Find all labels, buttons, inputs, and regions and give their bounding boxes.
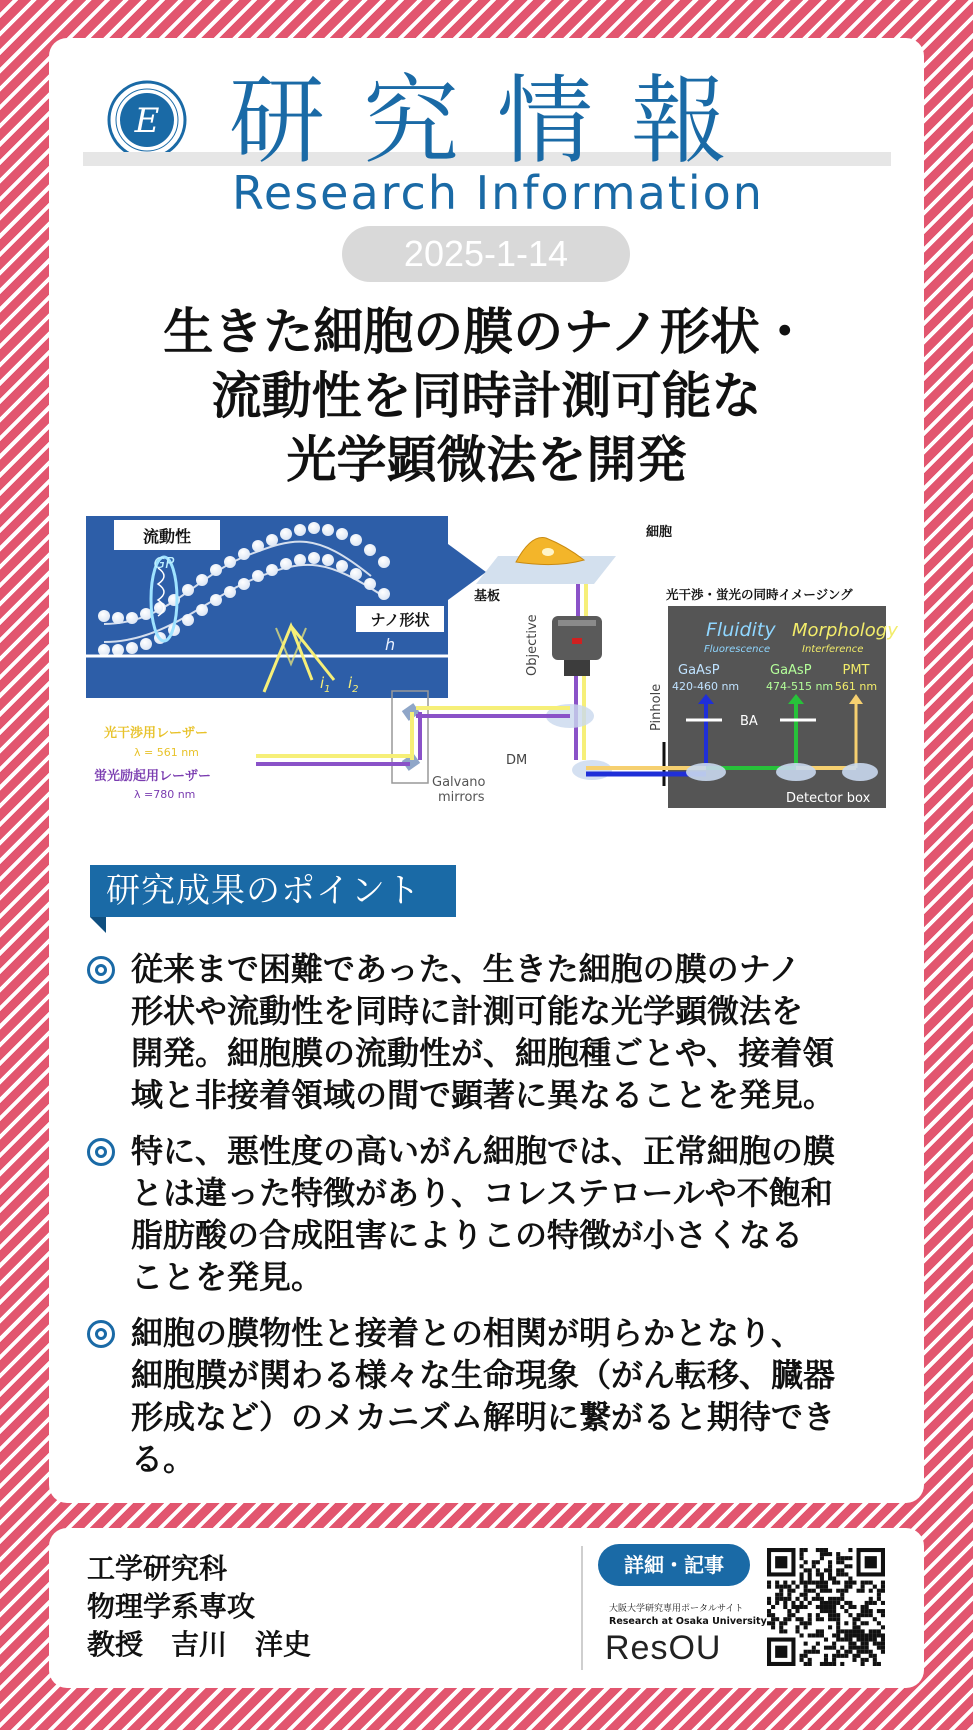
title-english: Research Information [232, 166, 764, 220]
label-laser-fluorescence: 蛍光励起用レーザー [94, 769, 212, 784]
headline [69, 300, 904, 492]
label-morphology: Morphology [792, 620, 898, 641]
label-nano: ナノ形状 [370, 611, 430, 629]
label-mirrors: mirrors [438, 790, 485, 805]
content-card [49, 38, 924, 1503]
points-list [87, 948, 907, 1494]
point-line: 特に、悪性度の高いがん細胞では、正常細胞の膜 [131, 1132, 836, 1170]
point-text [131, 948, 907, 1116]
headline-line: 光学顕微法を開発 [286, 431, 687, 489]
label-interference: Interference [802, 644, 864, 655]
label-ba: BA [740, 714, 758, 729]
point-item [87, 1312, 907, 1480]
detector-2-name: GaAsP [770, 663, 812, 678]
label-objective: Objective [525, 614, 540, 676]
affiliation-line: 教授 吉川 洋史 [87, 1628, 312, 1661]
label-laser-interference-wl: λ = 561 nm [134, 746, 199, 759]
footer-card [49, 1528, 924, 1688]
points-header: 研究成果のポイント [90, 865, 456, 917]
label-fluidity-en: Fluidity [706, 619, 776, 641]
title-japanese: 研究情報 [229, 65, 765, 177]
label-pinhole: Pinhole [649, 683, 664, 731]
label-gp: GP [153, 554, 175, 572]
label-fluorescence: Fluorescence [704, 644, 771, 655]
detector-2-range: 474-515 nm [766, 680, 834, 693]
point-line: とは違った特徴があり、コレステロールや不飽和 [131, 1174, 833, 1212]
affiliation-line: 物理学系専攻 [87, 1590, 256, 1623]
point-line: 開発。細胞膜の流動性が、細胞種ごとや、接着領 [131, 1034, 835, 1072]
points-header-tail [90, 917, 106, 933]
label-simultaneous: 光干渉・蛍光の同時イメージング [666, 587, 853, 602]
microscope-figure [86, 516, 898, 811]
point-line: 形状や流動性を同時に計測可能な光学顕微法を [131, 992, 804, 1030]
point-line: 細胞の膜物性と接着との相関が明らかとなり、 [131, 1314, 804, 1352]
label-laser-fluorescence-wl: λ =780 nm [134, 788, 196, 801]
point-line: 細胞膜が関わる様々な生命現象（がん転移、臓器 [131, 1356, 836, 1394]
point-line: ことを発見。 [131, 1258, 324, 1296]
point-text [131, 1312, 907, 1480]
headline-line: 生きた細胞の膜のナノ形状・ [163, 303, 810, 361]
label-dm: DM [506, 753, 528, 768]
point-line: 形成など）のメカニズム解明に繋がると期待でき [131, 1398, 836, 1436]
detector-1-name: GaAsP [678, 663, 720, 678]
affiliation [87, 1550, 311, 1664]
details-article-button[interactable]: 詳細・記事 [598, 1544, 750, 1586]
double-circle-bullet-icon [87, 956, 115, 984]
portal-description: 大阪大学研究専用ポータルサイト [609, 1604, 744, 1614]
label-h: h [385, 635, 396, 654]
affiliation-line: 工学研究科 [87, 1552, 228, 1585]
point-line: 域と非接着領域の間で顕著に異なることを発見。 [131, 1076, 836, 1114]
point-item [87, 948, 907, 1116]
point-item [87, 1130, 907, 1298]
headline-line: 流動性を同時計測可能な [211, 367, 762, 425]
point-line: 脂肪酸の合成阻害によりこの特徴が小さくなる [131, 1216, 804, 1254]
detector-1-range: 420-460 nm [672, 680, 740, 693]
label-fluidity: 流動性 [142, 527, 192, 546]
svg-text:E: E [134, 101, 160, 141]
label-galvano: Galvano [432, 775, 486, 790]
point-line: る。 [131, 1440, 196, 1478]
date-badge: 2025-1-14 [342, 226, 630, 282]
point-line: 従来まで困難であった、生きた細胞の膜のナノ [131, 950, 801, 988]
resou-logo[interactable]: ResOU [605, 1629, 722, 1667]
detector-3-range: 561 nm [834, 680, 878, 693]
university-seal-icon [107, 80, 187, 160]
label-cell: 細胞 [646, 525, 673, 540]
double-circle-bullet-icon [87, 1138, 115, 1166]
footer-divider [581, 1546, 583, 1670]
portal-english-name: Research at Osaka University [609, 1616, 767, 1627]
point-text [131, 1130, 907, 1298]
double-circle-bullet-icon [87, 1320, 115, 1348]
label-i1: $i_1$ [320, 674, 331, 695]
qr-code-icon[interactable] [767, 1548, 885, 1666]
label-laser-interference: 光干渉用レーザー [104, 726, 209, 741]
detector-3-name: PMT [842, 663, 870, 678]
label-i2: $i_2$ [348, 674, 359, 695]
label-substrate: 基板 [474, 589, 501, 604]
label-detector-box: Detector box [786, 791, 871, 806]
